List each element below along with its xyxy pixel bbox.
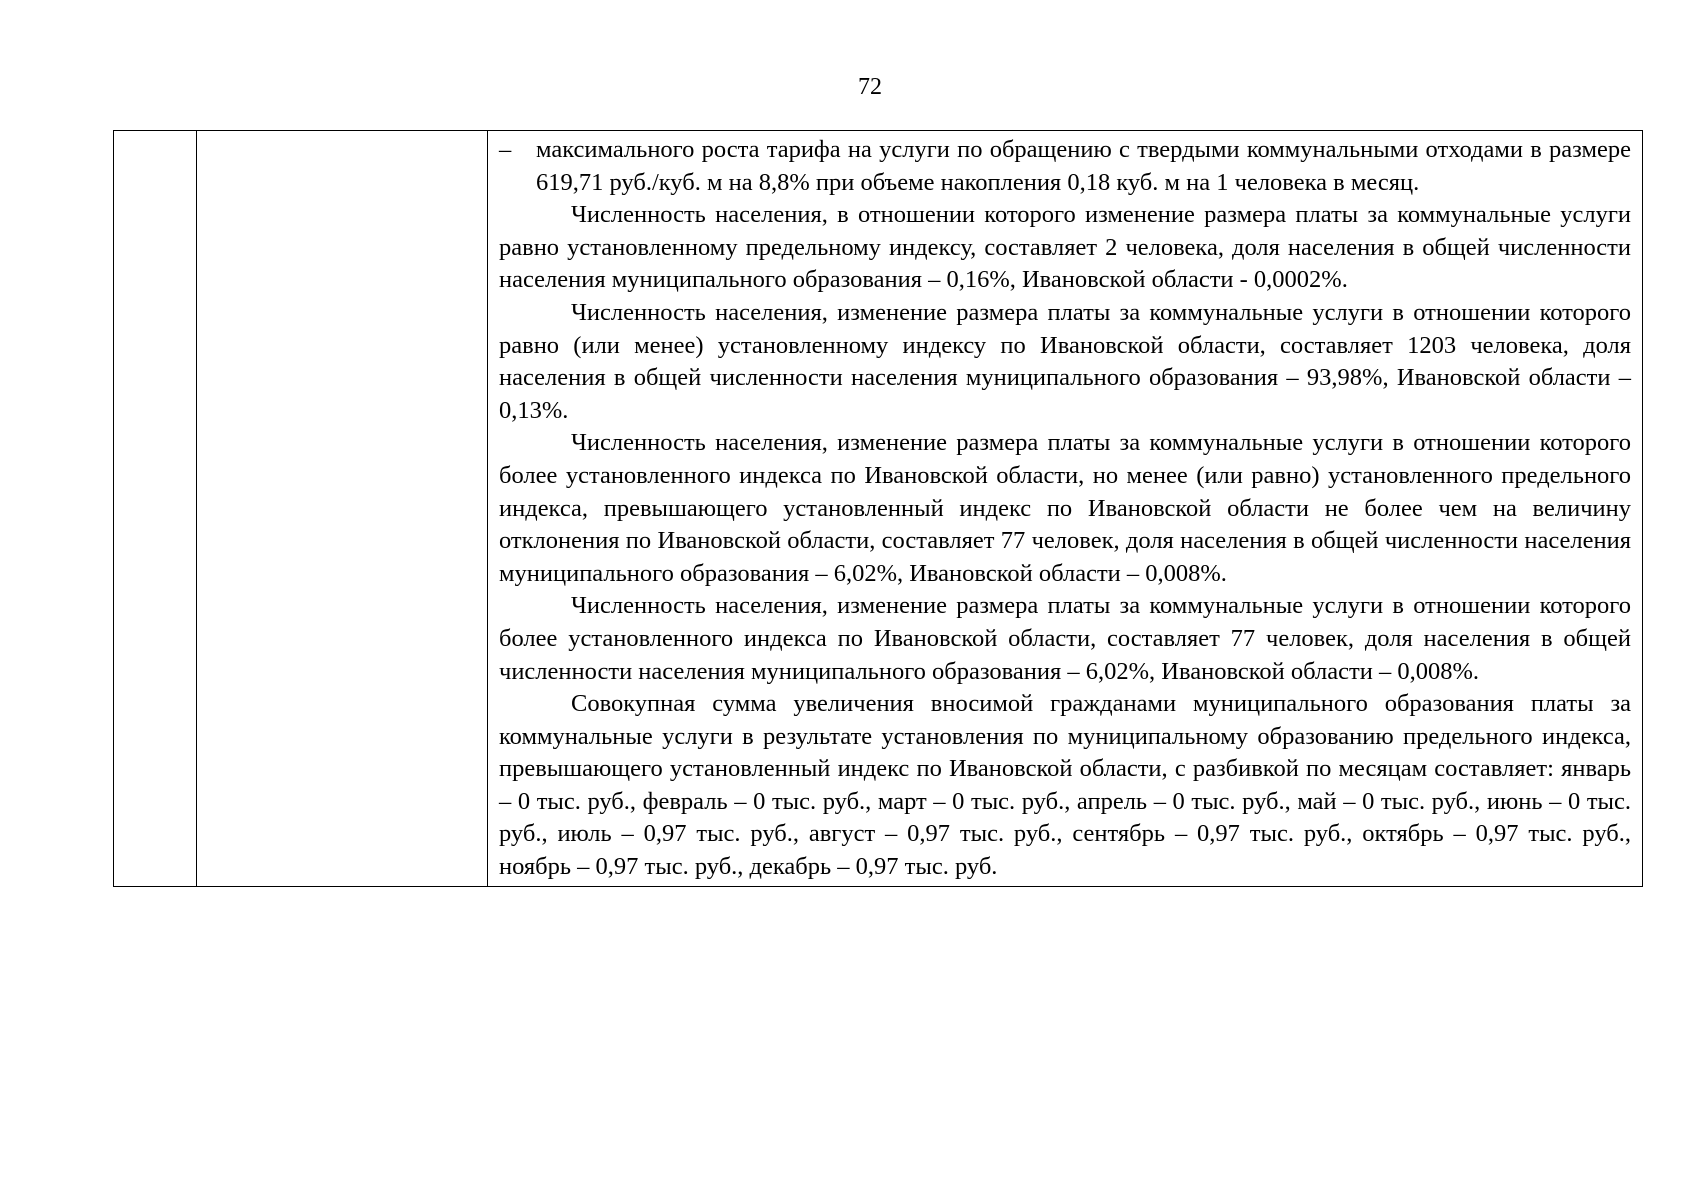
paragraph-population-above-index: Численность населения, изменение размера платы за коммунальные услуги в отношении которого более установленного индекса по Ивановской области, составляет 77 человек, доля населения в общей численности населения муниципального образования – 6,02%, Ивановской области – 0,008%. bbox=[499, 592, 1631, 685]
table-cell-content bbox=[488, 131, 1643, 887]
table-row bbox=[114, 131, 1643, 887]
table-cell-number bbox=[114, 131, 197, 887]
bullet-item bbox=[499, 134, 1631, 199]
dash-marker: – bbox=[499, 136, 512, 163]
document-table bbox=[113, 130, 1643, 887]
paragraph-population-between-indices: Численность населения, изменение размера платы за коммунальные услуги в отношении которого более установленного индекса по Ивановской области, но менее (или равно) установленного предельного индекса, превышающего установленный индекс по Ивановской области не более чем на величину отклонения по Ивановской области, составляет 77 человек, доля населения в общей численности населения муниципального образования – 6,02%, Ивановской области – 0,008%. bbox=[499, 429, 1631, 587]
page-number: 72 bbox=[858, 74, 882, 100]
paragraph-population-below-index: Численность населения, изменение размера платы за коммунальные услуги в отношении которого равно (или менее) установленному индексу по Ивановской области, составляет 1203 человека, доля населения в общей численности населения муниципального образования – 93,98%, Ивановской области – 0,13%. bbox=[499, 298, 1631, 424]
table-cell-name bbox=[197, 131, 488, 887]
bullet-text: максимального роста тарифа на услуги по обращению с твердыми коммунальными отходами в размере 619,71 руб./куб. м на 8,8% при объеме накопления 0,18 куб. м на 1 человека в месяц. bbox=[536, 136, 1631, 196]
paragraph-total-increase: Совокупная сумма увеличения вносимой гражданами муниципального образования платы за коммунальные услуги в результате установления по муниципальному образованию предельного индекса, превышающего установленный индекс по Ивановской области, с разбивкой по месяцам составляет: январь – 0 тыс. руб., февраль – 0 тыс. руб., март – 0 тыс. руб., апрель – 0 тыс. руб., май – 0 тыс. руб., июнь – 0 тыс. руб., июль – 0,97 тыс. руб., август – 0,97 тыс. руб., сентябрь – 0,97 тыс. руб., октябрь – 0,97 тыс. руб., ноябрь – 0,97 тыс. руб., декабрь – 0,97 тыс. руб. bbox=[499, 690, 1631, 881]
paragraph-population-equal-limit: Численность населения, в отношении которого изменение размера платы за коммунальные услуги равно установленному предельному индексу, составляет 2 человека, доля населения в общей численности населения муниципального образования – 0,16%, Ивановской области - 0,0002%. bbox=[499, 201, 1631, 294]
